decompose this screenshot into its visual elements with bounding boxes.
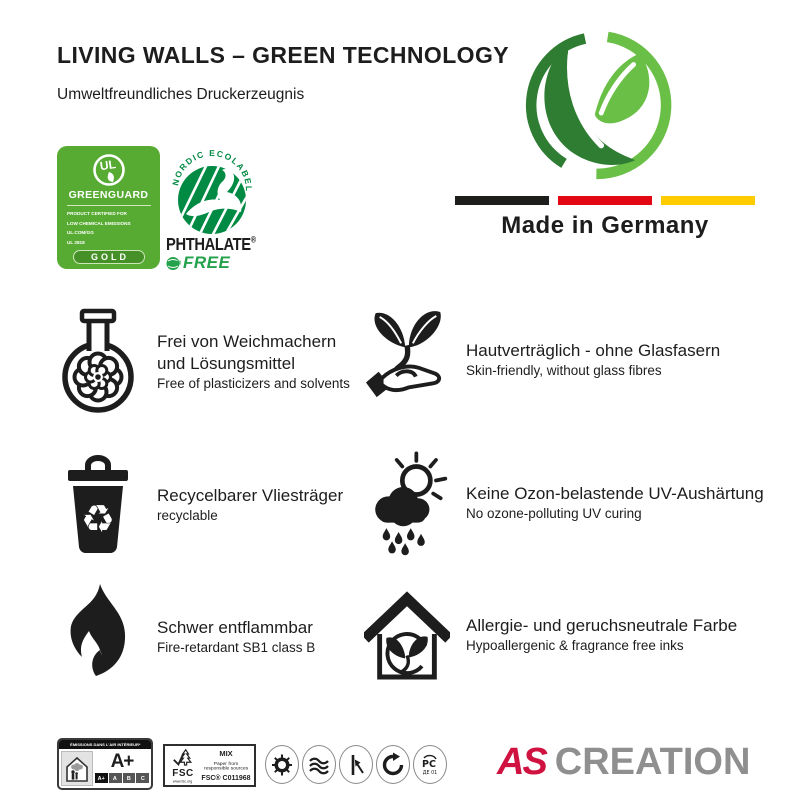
fsc-desc: Paper from responsible sources — [203, 760, 249, 771]
wallpaper-symbols — [265, 745, 447, 784]
feature-title: Frei von Weichmachern und Lösungsmittel — [157, 331, 337, 373]
emissions-scale — [95, 773, 149, 783]
greenguard-cert-lines — [67, 209, 151, 247]
lightfastness-sun-symbol — [265, 745, 299, 784]
greenguard-badge — [57, 146, 160, 269]
flag-red-bar — [558, 196, 652, 205]
fsc-url: www.fsc.org — [173, 779, 193, 784]
feature-skin-friendly — [364, 300, 794, 418]
nordic-ecolabel-badge — [164, 144, 260, 243]
rostest-pct-symbol — [413, 745, 447, 784]
fsc-label — [163, 744, 256, 787]
fsc-tree-check-icon — [172, 747, 194, 769]
feature-subtitle: No ozone-polluting UV curing — [466, 506, 642, 522]
divider — [67, 205, 151, 206]
phthalate-free-badge — [166, 236, 276, 273]
washable-waves-symbol — [302, 745, 336, 784]
trash-recycle-icon — [55, 445, 141, 563]
greenguard-gold-tier: GOLD — [73, 250, 145, 264]
feature-recyclable — [55, 445, 367, 563]
fsc-brand: FSC — [172, 768, 194, 779]
house-person-cloud-icon — [61, 751, 93, 786]
emissions-header: ÉMISSIONS DANS L'AIR INTÉRIEUR* — [59, 740, 151, 749]
flask-icon — [55, 302, 141, 420]
feature-title: Keine Ozon-belastende UV-Aushärtung — [466, 483, 764, 503]
feature-plasticizer-free — [55, 302, 367, 420]
svg-text:♻: ♻ — [80, 497, 116, 541]
cert-line: UL 2818 — [66, 239, 85, 245]
emissions-grade: A+ — [110, 751, 134, 772]
globe-icon — [166, 256, 181, 271]
feature-title: Recycelbarer Vliesträger — [157, 485, 344, 505]
german-flag-bars — [455, 196, 755, 205]
feature-subtitle: recyclable — [157, 508, 218, 524]
feature-no-uv-curing — [364, 443, 794, 561]
cert-line: UL.COM/GG — [66, 229, 94, 236]
flag-gold-bar — [661, 196, 755, 205]
phthalate-word: PHTHALATE® — [166, 234, 256, 255]
fsc-mix: MIX — [219, 749, 233, 758]
svg-text:UL: UL — [98, 157, 117, 174]
hand-plant-icon — [364, 300, 450, 418]
emissions-air-label — [57, 738, 153, 790]
recyclable-arrow-symbol — [376, 745, 410, 784]
strippable-arrow-symbol — [339, 745, 373, 784]
feature-title: Hautverträglich - ohne Glasfasern — [466, 340, 721, 360]
svg-text:ДЕ 01: ДЕ 01 — [422, 770, 438, 776]
page-title: LIVING WALLS – GREEN TECHNOLOGY — [57, 42, 509, 68]
free-word: FREE — [183, 253, 231, 273]
brand-as: AS — [497, 741, 546, 783]
page-subtitle: Umweltfreundliches Druckerzeugnis — [57, 86, 305, 103]
feature-subtitle: Skin-friendly, without glass fibres — [466, 363, 662, 379]
feature-hypoallergenic — [364, 575, 794, 693]
fsc-code: FSC® C011968 — [201, 775, 251, 782]
greenguard-name: GREENGUARD — [68, 189, 149, 201]
ul-logo-icon — [91, 152, 127, 188]
feature-subtitle: Fire-retardant SB1 class B — [157, 640, 316, 656]
brand-creation: CREATION — [554, 741, 751, 783]
cert-line: LOW CHEMICAL EMISSIONS — [66, 220, 131, 226]
svg-text:NORDIC ECOLABEL: NORDIC ECOLABEL — [170, 147, 255, 193]
made-in-germany-label: Made in Germany — [501, 212, 709, 239]
scale-c: C — [136, 773, 149, 783]
feature-title: Schwer entflammbar — [157, 617, 313, 637]
as-creation-logo — [497, 740, 750, 784]
feature-subtitle: Hypoallergenic & fragrance free inks — [466, 638, 684, 654]
feature-title: Allergie- und geruchsneutrale Farbe — [466, 615, 738, 635]
cert-line: PRODUCT CERTIFIED FOR — [66, 210, 127, 217]
house-leaf-icon — [364, 575, 450, 693]
flag-black-bar — [455, 196, 549, 205]
scale-b: B — [123, 773, 136, 783]
scale-a: A — [109, 773, 122, 783]
svg-text:РС: РС — [422, 758, 436, 770]
scale-a-plus: A+ — [95, 773, 108, 783]
registered-mark: ® — [250, 234, 256, 245]
flame-icon — [55, 577, 141, 695]
leaves-circle-logo-icon — [517, 22, 679, 193]
feature-fire-retardant — [55, 577, 367, 695]
feature-subtitle: Free of plasticizers and solvents — [157, 376, 350, 392]
cloud-sun-rain-icon — [364, 443, 450, 561]
